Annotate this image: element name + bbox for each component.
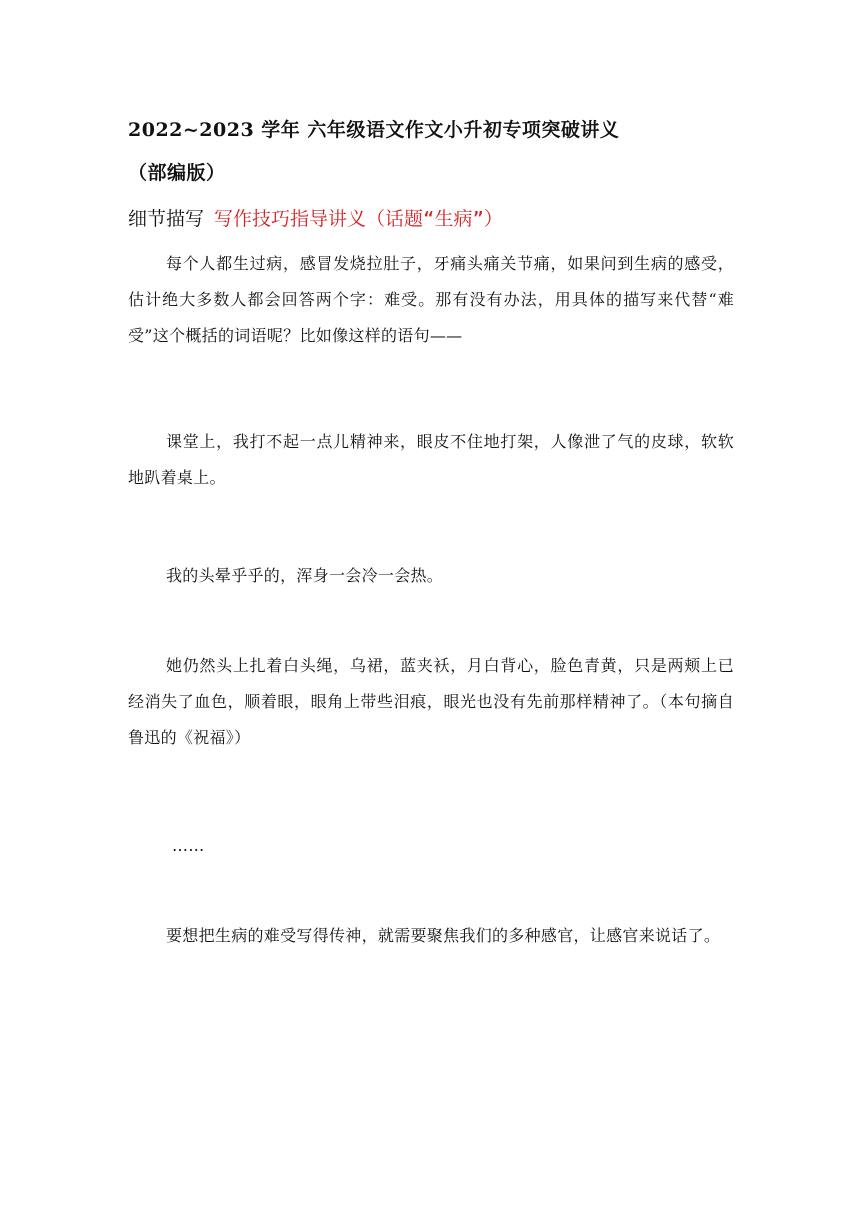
document-edition: （部编版） — [128, 162, 226, 184]
paragraph-example-3: 她仍然头上扎着白头绳，乌裙，蓝夹袄，月白背心，脸色青黄，只是两颊上已经消失了血色，顺着眼，眼角上带些泪痕，眼光也没有先前那样精神了。（本句摘自鲁迅的《祝福》） — [128, 656, 734, 747]
section-heading — [128, 204, 503, 231]
paragraph-example-1: 课堂上，我打不起一点儿精神来，眼皮不住地打架，人像泄了气的皮球，软软地趴着桌上。 — [128, 432, 734, 487]
paragraph-example-2: 我的头晕乎乎的，浑身一会冷一会热。 — [166, 566, 444, 585]
paragraph-intro: 每个人都生过病，感冒发烧拉肚子，牙痛头痛关节痛，如果问到生病的感受，估计绝大多数人都会回答两个字：难受。那有没有办法，用具体的描写来代替“难受”这个概括的词语呢？比如像这样的语句—— — [128, 254, 734, 345]
paragraph-ellipsis: …… — [172, 836, 205, 855]
section-heading-label: 细节描写 — [128, 208, 205, 230]
paragraph-conclusion: 要想把生病的难受写得传神，就需要聚焦我们的多种感官，让感官来说话了。 — [166, 926, 721, 945]
document-title: 2022~2023 学年 六年级语文作文小升初专项突破讲义 — [128, 119, 620, 141]
section-heading-topic: 写作技巧指导讲义（话题“生病”） — [214, 208, 503, 230]
